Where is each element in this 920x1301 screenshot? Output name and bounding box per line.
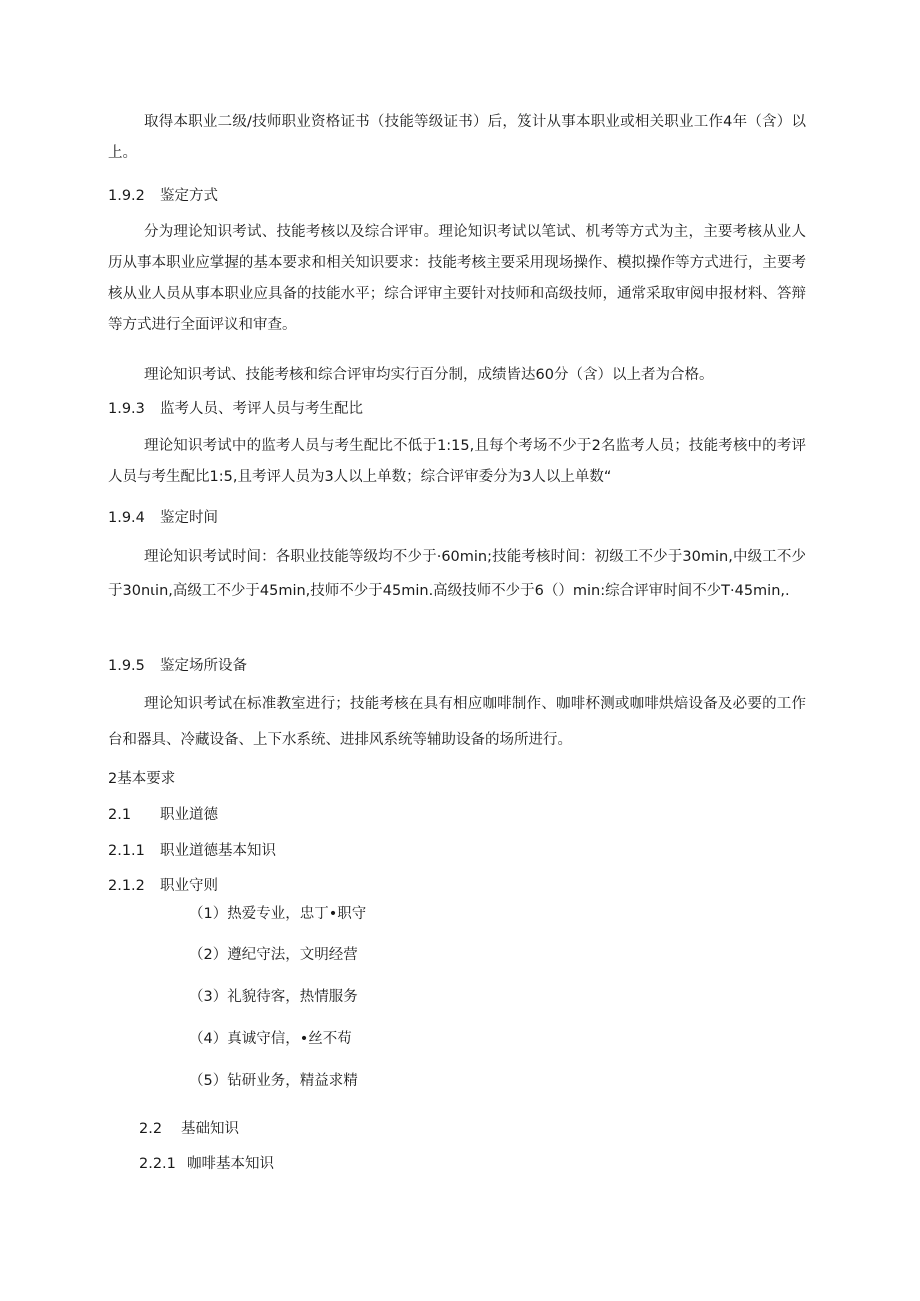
heading-number: 1.9.5 — [108, 658, 145, 674]
heading-2 — [108, 769, 175, 789]
rule-item: （4）真诚守信，•丝不苟 — [189, 1031, 352, 1047]
heading-number: 1.9.3 — [108, 401, 145, 417]
heading-2-1-1 — [108, 841, 276, 861]
heading-title: 职业道德 — [160, 807, 218, 823]
heading-number: 2 — [108, 771, 118, 787]
heading-number: 1.9.4 — [108, 510, 145, 526]
paragraph-staff-ratio: 理论知识考试中的监考人员与考生配比不低于1:15,且每个考场不少于2名监考人员；技能考核中的考评人员与考生配比1:5,且考评人员为3人以上单数；综合评审委分为3人以上单数“ — [108, 438, 806, 485]
heading-title: 基本要求 — [117, 771, 176, 787]
paragraph-venue-equipment: 理论知识考试在标准教室进行；技能考核在具有相应咖啡制作、咖啡杯测或咖啡烘焙设备及必要的工作台和器具、冷藏设备、上下水系统、进排风系统等辅助设备的场所进行。 — [108, 696, 806, 748]
rule-item: （3）礼貌待客，热情服务 — [189, 989, 358, 1005]
rule-item: （5）钻研业务，精益求精 — [189, 1073, 358, 1089]
rule-item: （2）遵纪守法，文明经营 — [189, 947, 358, 963]
heading-number: 2.1 — [108, 807, 132, 823]
heading-number: 1.9.2 — [108, 188, 145, 204]
heading-title: 鉴定时间 — [160, 510, 218, 526]
heading-number: 2.2.1 — [139, 1156, 176, 1172]
heading-title: 鉴定场所设备 — [160, 658, 247, 674]
heading-1-9-5 — [108, 656, 247, 676]
paragraph-scoring: 理论知识考试、技能考核和综合评审均实行百分制，成绩皆达60分（含）以上者为合格。 — [144, 367, 714, 383]
paragraph-assessment-method: 分为理论知识考试、技能考核以及综合评审。理论知识考试以笔试、机考等方式为主，主要考核从业人历从事本职业应掌握的基本要求和相关知识要求：技能考核主要采用现场操作、模拟操作等方式进行，主要考核从业人员从事本职业应具备的技能水平；综合评审主要针对技师和高级技师，通常采取审阅申报材料、答辩等方式进行全面评议和审查。 — [108, 224, 806, 333]
heading-2-2 — [139, 1119, 239, 1139]
heading-title: 监考人员、考评人员与考生配比 — [160, 401, 363, 417]
heading-number: 2.2 — [139, 1121, 163, 1137]
heading-title: 咖啡基本知识 — [187, 1156, 274, 1172]
paragraph-assessment-time: 理论知识考试时间：各职业技能等级均不少于·60min;技能考核时间：初级工不少于30min,中级工不少于30nιin,高级工不少于45min,技师不少于45min.高级技师不少于6（）min:综合评审时间不少T·45min,. — [108, 549, 806, 599]
heading-title: 职业守则 — [160, 878, 218, 894]
heading-1-9-4 — [108, 508, 218, 528]
paragraph-qualification: 取得本职业二级/技师职业资格证书（技能等级证书）后，笈计从事本职业或相关职业工作4年（含）以上。 — [108, 114, 806, 161]
heading-1-9-2 — [108, 186, 218, 206]
heading-1-9-3 — [108, 399, 363, 419]
heading-title: 鉴定方式 — [160, 188, 218, 204]
heading-2-1 — [108, 805, 218, 825]
heading-number: 2.1.2 — [108, 878, 145, 894]
heading-title: 职业道德基本知识 — [160, 843, 276, 859]
heading-2-2-1 — [139, 1154, 274, 1174]
heading-number: 2.1.1 — [108, 843, 145, 859]
rule-item: （1）热爱专业，忠丁•职守 — [189, 906, 367, 922]
heading-2-1-2 — [108, 876, 218, 896]
heading-title: 基础知识 — [181, 1121, 239, 1137]
